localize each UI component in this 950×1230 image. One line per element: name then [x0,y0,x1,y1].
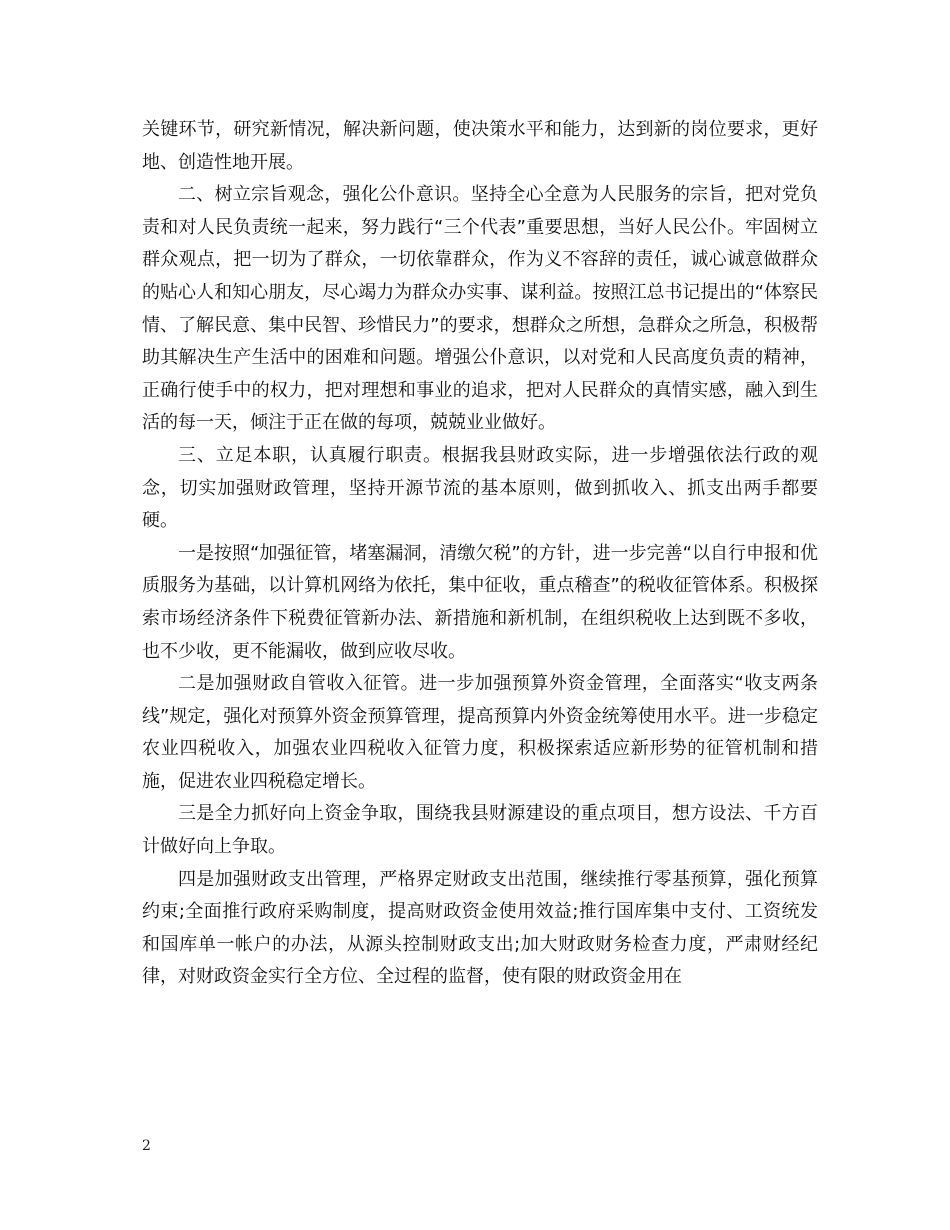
paragraph-1: 关键环节，研究新情况，解决新问题，使决策水平和能力，达到新的岗位要求，更好地、创造性地开展。 [142,119,818,173]
paragraph-5: 二是加强财政自管收入征管。进一步加强预算外资金管理，全面落实“收支两条线”规定，强化对预算外资金预算管理，提高预算内外资金统筹使用水平。进一步稳定农业四税收入，加强农业四税收入征管力度，积极探索适应新形势的征管机制和措施，促进农业四税稳定增长。 [142,673,818,792]
paragraph-7: 四是加强财政支出管理，严格界定财政支出范围，继续推行零基预算，强化预算约束;全面推行政府采购制度，提高财政资金使用效益;推行国库集中支付、工资统发和国库单一帐户的办法，从源头控制财政支出;加大财政财务检查力度，严肃财经纪律，对财政资金实行全方位、全过程的监督，使有限的财政资金用在 [142,868,818,988]
page-number: 2 [142,1138,151,1154]
paragraph-2: 二、树立宗旨观念，强化公仆意识。坚持全心全意为人民服务的宗旨，把对党负责和对人民负责统一起来，努力践行“三个代表”重要思想，当好人民公仆。牢固树立群众观点，把一切为了群众，一切依靠群众，作为义不容辞的责任，诚心诚意做群众的贴心人和知心朋友，尽心竭力为群众办实事、谋利益。按照江总书记提出的“体察民情、了解民意、集中民智、珍惜民力”的要求，想群众之所想，急群众之所急，积极帮助其解决生产生活中的困难和问题。增强公仆意识，以对党和人民高度负责的精神，正确行使手中的权力，把对理想和事业的追求，把对人民群众的真情实感，融入到生活的每一天，倾注于正在做的每项，兢兢业业做好。 [142,184,818,434]
document-body [142,114,818,994]
paragraph-6: 三是全力抓好向上资金争取，围绕我县财源建设的重点项目，想方设法、千方百计做好向上争取。 [142,803,818,858]
paragraph-4: 一是按照“加强征管，堵塞漏洞，清缴欠税”的方针，进一步完善“以自行申报和优质服务为基础，以计算机网络为依托，集中征收，重点稽查”的税收征管体系。积极探索市场经济条件下税费征管新办法、新措施和新机制，在组织税收上达到既不多收，也不少收，更不能漏收，做到应收尽收。 [142,542,818,662]
paragraph-3: 三、立足本职，认真履行职责。根据我县财政实际，进一步增强依法行政的观念，切实加强财政管理，坚持开源节流的基本原则，做到抓收入、抓支出两手都要硬。 [142,444,818,532]
